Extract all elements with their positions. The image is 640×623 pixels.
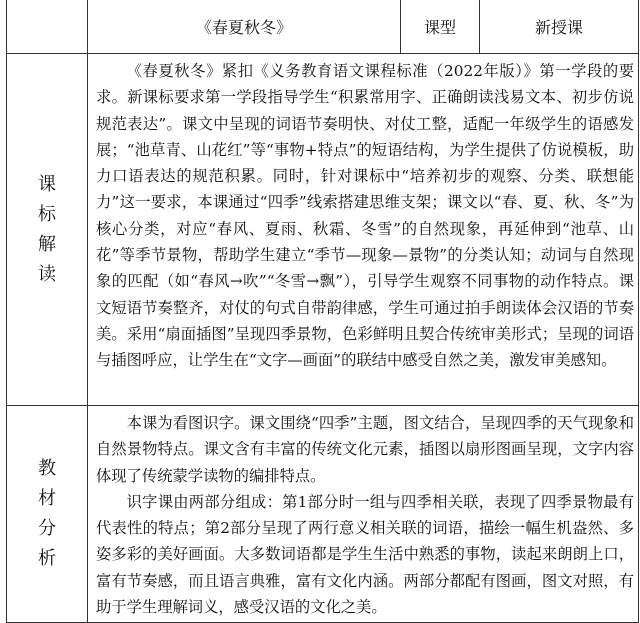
textbook-analysis-row	[7, 406, 639, 623]
label-char: 析	[38, 548, 56, 569]
textbook-analysis-label	[7, 406, 88, 623]
label-char: 教	[38, 458, 56, 479]
lesson-plan-table	[6, 0, 639, 623]
curriculum-interpretation-label	[7, 54, 88, 406]
type-value-cell: 新授课	[480, 0, 639, 54]
label-char: 材	[38, 488, 56, 509]
label-char: 分	[38, 518, 56, 539]
paragraph: 识字课由两部分组成：第1部分时一组与四季相关联，表现了四季景物最有代表性的特点；第2部分呈现了两行意义相关联的词语，描绘一幅生机盎然、多姿多彩的美好画面。大多数词语都是学生生活中熟悉的事物，读起来朗朗上口，富有节奏感，而且语言典雅，富有文化内涵。两部分都配有图画，图文对照，有助于学生理解词义，感受汉语的文化之美。	[96, 492, 634, 616]
label-char: 读	[38, 263, 56, 285]
lesson-title-cell: 《春夏秋冬》	[88, 0, 401, 54]
paragraph: 《春夏秋冬》紧扣《义务教育语文课程标准（2022年版）》第一学段的要求。新课标要求第一学段指导学生“积累常用字、正确朗读浅易文本、初步仿说规范表达”。课文中呈现的词语节奏明快、对仗工整，适配一年级学生的语感发展；“池草青、山花红”等“事物+特点”的短语结构，为学生提供了仿说模板，助力口语表达的规范积累。同时，针对课标中“培养初步的观察、分类、联想能力”这一要求，本课通过“四季”线索搭建思维支架；课文以“春、夏、秋、冬”为核心分类，对应“春风、夏雨、秋霜、冬雪”的自然现象，再延伸到“池草、山花”等季节景物，帮助学生建立“季节—现象—景物”的分类认知；动词与自然现象的匹配（如“春风→吹”“冬雪→飘”），引导学生观察不同事物的动作特点。课文短语节奏整齐，对仗的句式自带韵律感，学生可通过拍手朗读体会汉语的节奏美。采用“扇面插图”呈现四季景物，色彩鲜明且契合传统审美形式；呈现的词语与插图呼应，让学生在“文字—画面”的联结中感受自然之美，激发审美感知。	[96, 62, 634, 370]
textbook-analysis-text	[88, 406, 639, 623]
paragraph: 本课为看图识字。课文围绕“四季”主题，图文结合，呈现四季的天气现象和自然景物特点。课文含有丰富的传统文化元素，插图以扇形图画呈现，文字内容体现了传统蒙学读物的编排特点。	[96, 414, 634, 485]
label-char: 标	[38, 203, 56, 225]
header-blank-cell	[7, 0, 88, 54]
textbook-analysis-clip	[96, 410, 634, 616]
label-char: 解	[38, 233, 56, 255]
curriculum-interpretation-row	[7, 54, 639, 406]
type-label-cell: 课型	[401, 0, 480, 54]
label-char: 课	[38, 173, 56, 195]
curriculum-interpretation-text	[88, 54, 639, 406]
header-row	[7, 0, 639, 54]
